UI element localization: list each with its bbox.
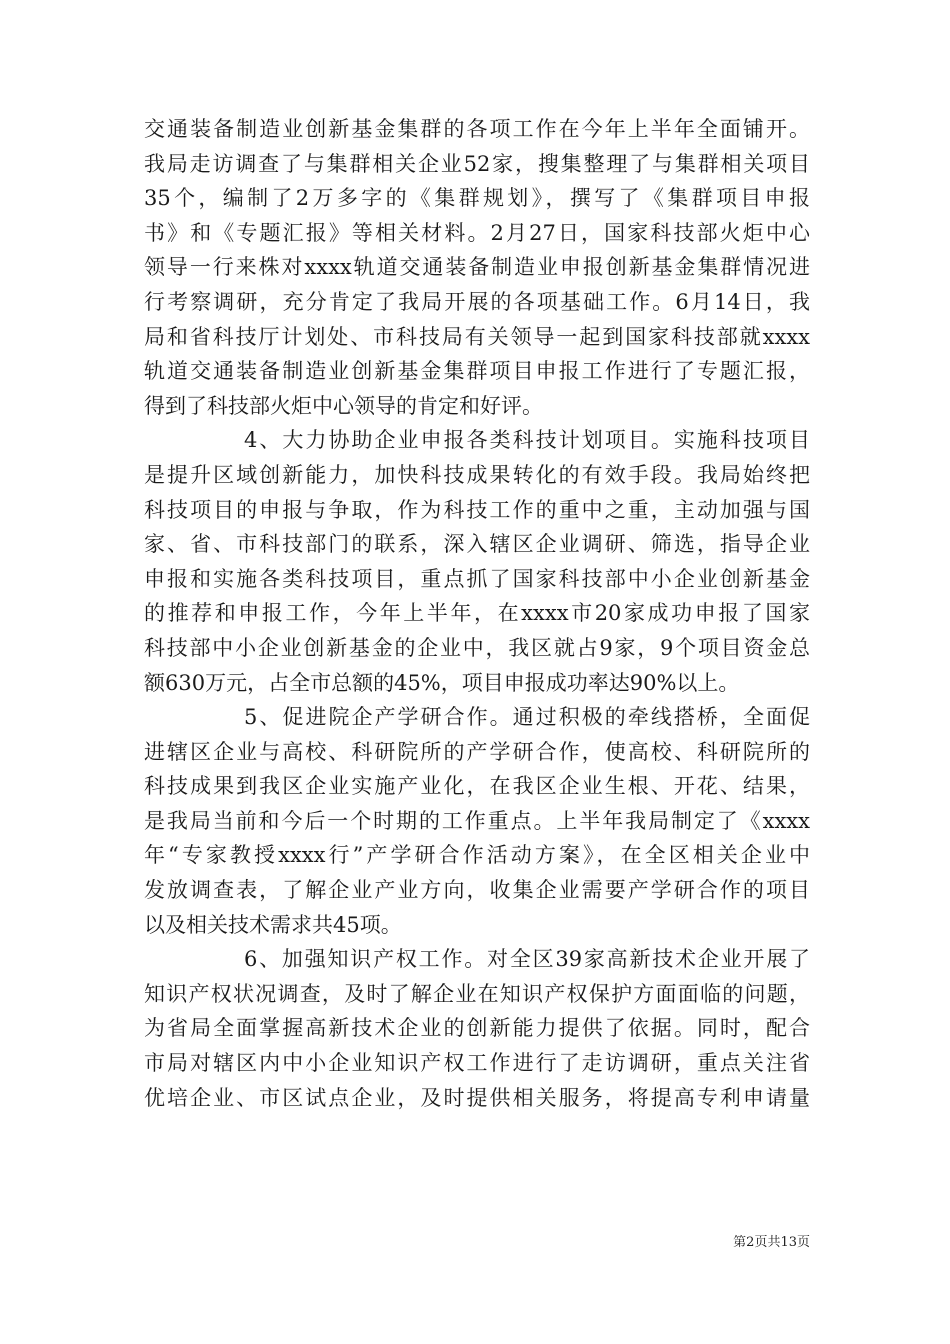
- text-line: 市局对辖区内中小企业知识产权工作进行了走访调研，重点关注省: [144, 1051, 810, 1076]
- text-line: 交通装备制造业创新基金集群的各项工作在今年上半年全面铺开。: [144, 117, 810, 141]
- text-line: 优培企业、市区试点企业，及时提供相关服务，将提高专利申请量: [144, 1085, 810, 1110]
- text-line: 局和省科技厅计划处、市科技局有关领导一起到国家科技部就xxxx: [144, 324, 810, 349]
- paragraph-4: [144, 942, 810, 1115]
- text-line: 行考察调研，充分肯定了我局开展的各项基础工作。6月14日，我: [144, 289, 810, 314]
- text-line: 得到了科技部火炬中心领导的肯定和好评。: [144, 393, 543, 418]
- text-line: 5、促进院企产学研合作。通过积极的牵线搭桥，全面促: [244, 705, 810, 730]
- text-line: 申报和实施各类科技项目，重点抓了国家科技部中小企业创新基金: [144, 566, 810, 591]
- text-line: 的推荐和申报工作，今年上半年，在xxxx市20家成功申报了国家: [144, 601, 810, 626]
- text-line: 额630万元，占全市总额的45%，项目申报成功率达90%以上。: [144, 670, 740, 695]
- text-line: 为省局全面掌握高新技术企业的创新能力提供了依据。同时，配合: [144, 1016, 810, 1041]
- text-line: 书》和《专题汇报》等相关材料。2月27日，国家科技部火炬中心: [144, 220, 810, 245]
- text-line: 知识产权状况调查，及时了解企业在知识产权保护方面面临的问题，: [144, 981, 810, 1006]
- text-line: 领导一行来株对xxxx轨道交通装备制造业申报创新基金集群情况进: [144, 255, 810, 280]
- paragraph-3: [144, 700, 810, 942]
- text-line: 发放调查表，了解企业产业方向，收集企业需要产学研合作的项目: [144, 878, 810, 903]
- page-number: 第2页共13页: [733, 1235, 810, 1250]
- text-line: 科技部中小企业创新基金的企业中，我区就占9家，9个项目资金总: [144, 635, 810, 660]
- paragraph-2: [144, 423, 810, 700]
- text-line: 家、省、市科技部门的联系，深入辖区企业调研、筛选，指导企业: [144, 532, 810, 557]
- text-line: 进辖区企业与高校、科研院所的产学研合作，使高校、科研院所的: [144, 739, 810, 764]
- text-line: 以及相关技术需求共45项。: [144, 912, 402, 937]
- text-line: 科技项目的申报与争取，作为科技工作的重中之重，主动加强与国: [144, 497, 810, 522]
- text-line: 是提升区域创新能力，加快科技成果转化的有效手段。我局始终把: [144, 462, 810, 487]
- text-line: 6、加强知识产权工作。对全区39家高新技术企业开展了: [244, 947, 810, 972]
- text-line: 4、大力协助企业申报各类科技计划项目。实施科技项目: [244, 428, 810, 453]
- text-line: 科技成果到我区企业实施产业化，在我区企业生根、开花、结果，: [144, 774, 810, 799]
- text-line: 我局走访调查了与集群相关企业52家，搜集整理了与集群相关项目: [144, 151, 810, 176]
- text-line: 轨道交通装备制造业创新基金集群项目申报工作进行了专题汇报，: [144, 359, 810, 384]
- text-line: 35个，编制了2万多字的《集群规划》，撰写了《集群项目申报: [144, 186, 810, 211]
- document-body: [144, 112, 810, 1115]
- text-line: 是我局当前和今后一个时期的工作重点。上半年我局制定了《xxxx: [144, 808, 810, 833]
- text-line: 年“专家教授xxxx行”产学研合作活动方案》，在全区相关企业中: [144, 843, 810, 868]
- paragraph-1: [144, 112, 810, 423]
